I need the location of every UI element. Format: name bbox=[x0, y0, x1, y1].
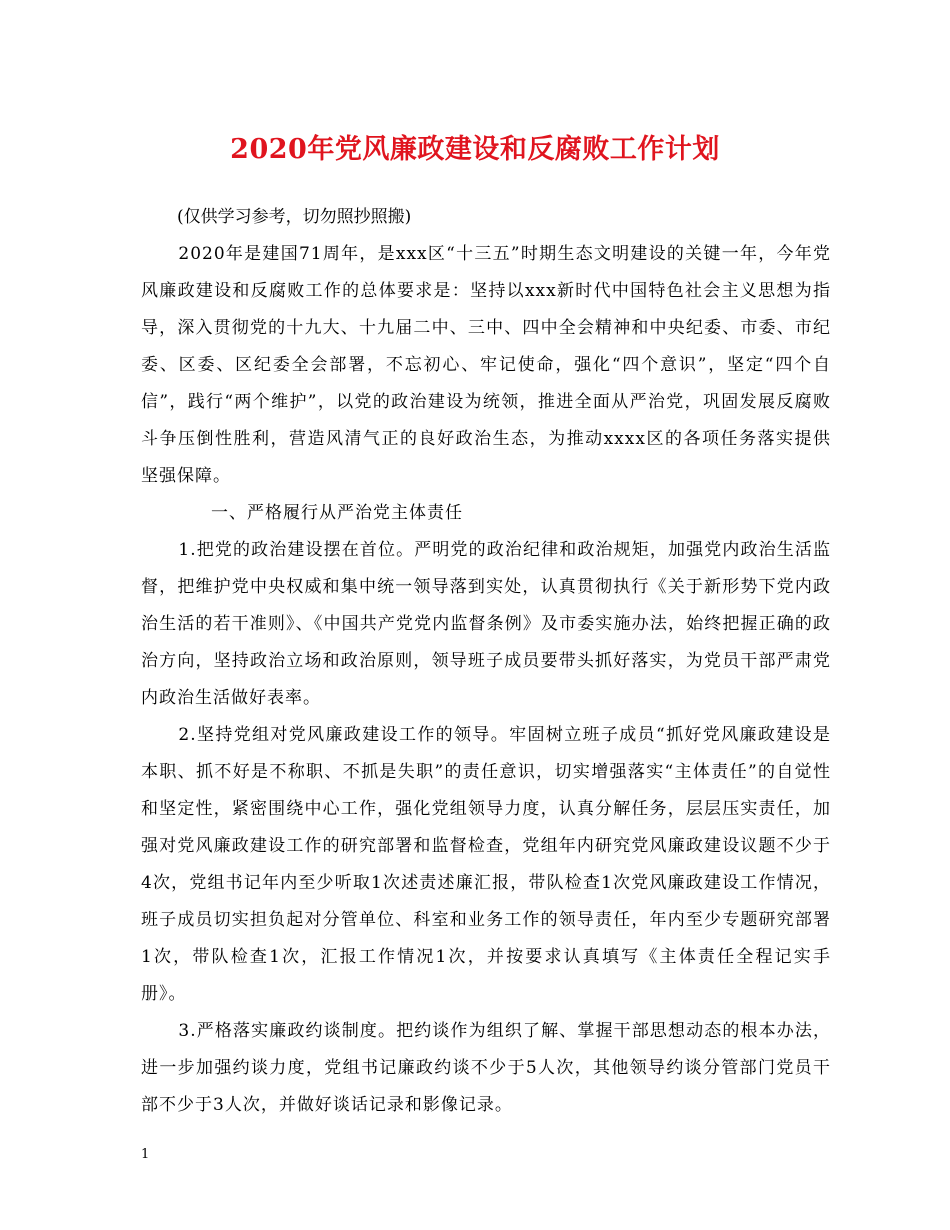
disclaimer-note: (仅供学习参考，切勿照抄照搬) bbox=[177, 207, 412, 227]
intro-paragraph: 2020年是建国71周年，是xxx区“十三五”时期生态文明建设的关键一年，今年党风廉政建设和反腐败工作的总体要求是：坚持以xxx新时代中国特色社会主义思想为指导，深入贯彻党的十九大、十九届二中、三中、四中全会精神和中央纪委、市委、市纪委、区委、区纪委全会部署，不忘初心、牢记使命，强化“四个意识”，坚定“四个自信”，践行“两个维护”，以党的政治建设为统领，推进全面从严治党，巩固发展反腐败斗争压倒性胜利，营造风清气正的良好政治生态，为推动xxxx区的各项任务落实提供坚强保障。 bbox=[141, 244, 831, 486]
document-body bbox=[141, 199, 831, 1124]
item-2-paragraph: 2.坚持党组对党风廉政建设工作的领导。牢固树立班子成员“抓好党风廉政建设是本职、抓不好是不称职、不抓是失职”的责任意识，切实增强落实“主体责任”的自觉性和坚定性，紧密围绕中心工作，强化党组领导力度，认真分解任务，层层压实责任，加强对党风廉政建设工作的研究部署和监督检查，党组年内研究党风廉政建设议题不少于4次，党组书记年内至少听取1次述责述廉汇报，带队检查1次党风廉政建设工作情况，班子成员切实担负起对分管单位、科室和业务工作的领导责任，年内至少专题研究部署1次，带队检查1次，汇报工作情况1次，并按要求认真填写《主体责任全程记实手册》。 bbox=[141, 725, 831, 1004]
item-1-paragraph: 1.把党的政治建设摆在首位。严明党的政治纪律和政治规矩，加强党内政治生活监督，把维护党中央权威和集中统一领导落到实处，认真贯彻执行《关于新形势下党内政治生活的若干准则》、《中国共产党党内监督条例》及市委实施办法，始终把握正确的政治方向，坚持政治立场和政治原则，领导班子成员要带头抓好落实，为党员干部严肃党内政治生活做好表率。 bbox=[141, 540, 831, 708]
item-3-paragraph: 3.严格落实廉政约谈制度。把约谈作为组织了解、掌握干部思想动态的根本办法，进一步加强约谈力度，党组书记廉政约谈不少于5人次，其他领导约谈分管部门党员干部不少于3人次，并做好谈话记录和影像记录。 bbox=[141, 1021, 831, 1115]
page-number: 1 bbox=[141, 1147, 150, 1162]
document-title: 2020年党风廉政建设和反腐败工作计划 bbox=[230, 134, 720, 165]
section-heading: 一、严格履行从严治党主体责任 bbox=[211, 503, 463, 523]
